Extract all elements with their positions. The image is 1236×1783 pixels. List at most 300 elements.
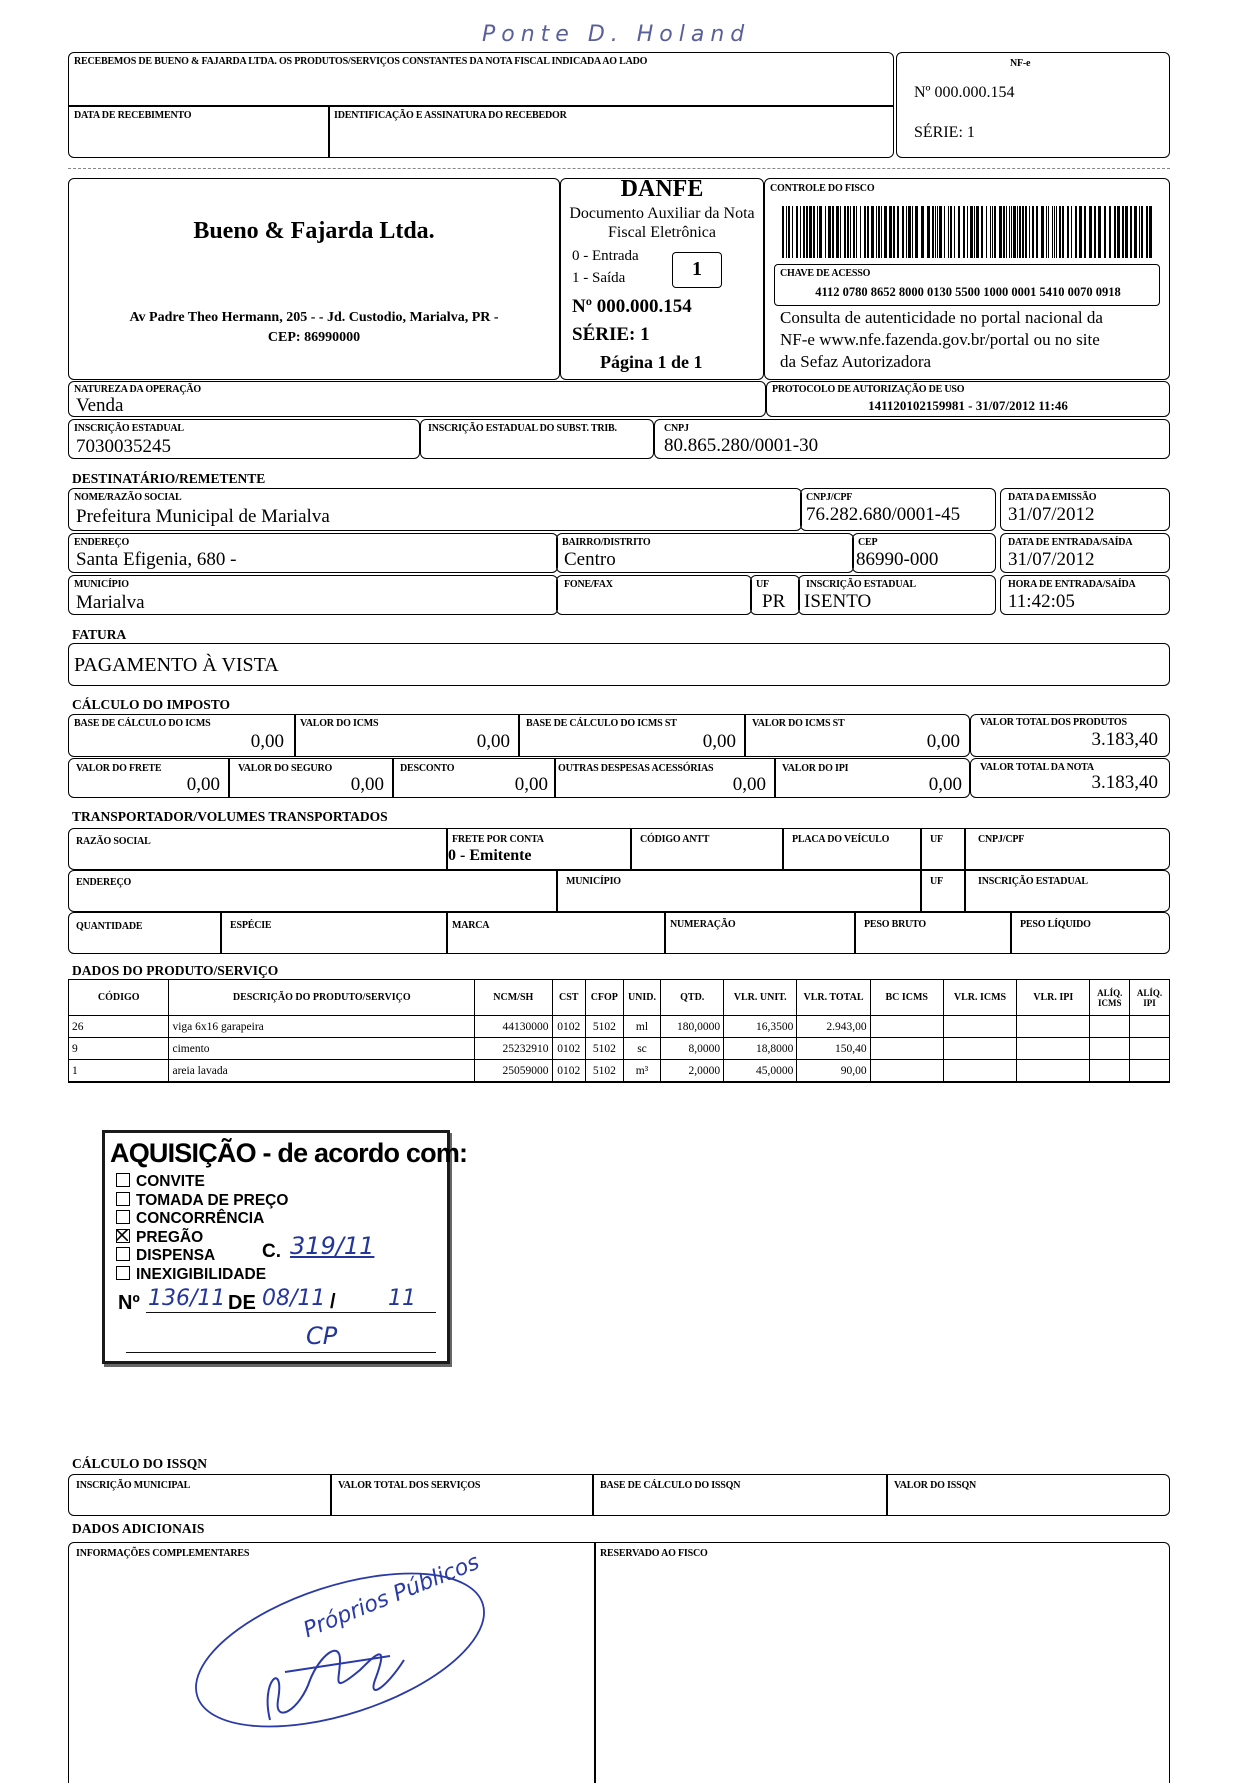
ie-value: 7030035245 [76, 436, 171, 457]
base-icms-st-value: 0,00 [702, 731, 736, 752]
products-header-cell: NCM/SH [475, 980, 552, 1016]
products-cell [1090, 1060, 1130, 1082]
barcode-bar [825, 206, 826, 258]
barcode-bar [948, 206, 949, 258]
barcode-bar [860, 206, 861, 258]
barcode-bar [967, 206, 968, 258]
danfe-subtitle-1: Documento Auxiliar da Nota [569, 205, 755, 222]
barcode-bar [867, 206, 869, 258]
cep-label: CEP [858, 537, 878, 548]
protocol-value: 141120102159981 - 31/07/2012 11:46 [868, 398, 1068, 413]
barcode-bar [1022, 206, 1024, 258]
recipient-ie-value: ISENTO [804, 591, 872, 612]
barcode-bar [1006, 206, 1007, 258]
barcode-bar [889, 206, 892, 258]
barcode-bar [819, 206, 822, 258]
barcode-bar [817, 206, 818, 258]
transport-row-3 [68, 912, 1170, 954]
barcode-bar [999, 206, 1002, 258]
discount-value: 0,00 [514, 774, 548, 795]
products-cell: 18,8000 [724, 1038, 797, 1060]
recipient-name: Prefeitura Municipal de Marialva [76, 506, 330, 527]
barcode-bar [828, 206, 831, 258]
fisco-control-label: CONTROLE DO FISCO [770, 183, 875, 194]
products-cell: m³ [623, 1060, 661, 1082]
barcode-bar [800, 206, 801, 258]
barcode-bar [986, 206, 987, 258]
stamp-option: TOMADA DE PREÇO [116, 1192, 288, 1211]
products-header-cell: CST [552, 980, 585, 1016]
danfe-series: SÉRIE: 1 [572, 324, 650, 345]
receipt-statement: RECEBEMOS DE BUENO & FAJARDA LTDA. OS PRODUTOS/SERVIÇOS CONSTANTES DA NOTA FISCAL INDICADA AO LADO [74, 56, 648, 67]
checkbox-icon [116, 1173, 130, 1187]
products-cell: 1 [69, 1060, 169, 1082]
products-cell: ml [623, 1016, 661, 1038]
freight-by-value: 0 - Emitente [448, 847, 532, 864]
numbering-label: NUMERAÇÃO [670, 919, 736, 930]
barcode-bar [994, 206, 996, 258]
issuer-name: Bueno & Fajarda Ltda. [193, 218, 435, 244]
barcode-bar [937, 206, 938, 258]
barcode-bar [950, 206, 952, 258]
cep-value: 86990-000 [856, 549, 939, 570]
plate-label: PLACA DO VEÍCULO [792, 834, 890, 845]
table-filler-row [69, 1082, 1170, 1083]
stamp-slash: / [330, 1291, 336, 1313]
issuer-cep: CEP: 86990000 [267, 330, 361, 345]
barcode-bar [927, 206, 930, 258]
barcode-bar [786, 206, 787, 258]
icms-label: VALOR DO ICMS [300, 718, 379, 729]
recipient-address-label: ENDEREÇO [74, 537, 130, 548]
products-cell [1017, 1060, 1090, 1082]
barcode-bar [921, 206, 924, 258]
barcode-bar [1025, 206, 1027, 258]
barcode-bar [908, 206, 911, 258]
barcode-bar [850, 206, 851, 258]
stamp-year-value: 11 [388, 1286, 416, 1311]
barcode-bar [893, 206, 895, 258]
phone-label: FONE/FAX [564, 579, 613, 590]
products-cell [1017, 1038, 1090, 1060]
barcode-bar [1032, 206, 1034, 258]
other-value: 0,00 [732, 774, 766, 795]
barcode-bar [944, 206, 945, 258]
barcode-bar [813, 206, 815, 258]
products-cell [1130, 1016, 1170, 1038]
icms-st-value: 0,00 [926, 731, 960, 752]
checkbox-icon [116, 1210, 130, 1224]
checkbox-icon [116, 1229, 130, 1243]
products-cell: 5102 [585, 1038, 623, 1060]
barcode-bar [963, 206, 965, 258]
products-header-cell: VLR. ICMS [943, 980, 1016, 1016]
additional-section: DADOS ADICIONAIS [72, 1521, 205, 1536]
net-weight-label: PESO LÍQUIDO [1020, 919, 1091, 930]
barcode-bar [876, 206, 877, 258]
barcode-bar [1125, 206, 1128, 258]
carrier-uf-label: UF [930, 834, 943, 845]
consult-line-2: NF-e www.nfe.fazenda.gov.br/portal ou no site [780, 330, 1100, 349]
issuer-address: Av Padre Theo Hermann, 205 - - Jd. Custodio, Marialva, PR - [129, 310, 499, 325]
products-cell [1090, 1016, 1130, 1038]
receipt-date-label: DATA DE RECEBIMENTO [74, 110, 192, 121]
antt-label: CÓDIGO ANTT [640, 834, 710, 845]
barcode-bar [1013, 206, 1016, 258]
barcode-bar [1094, 206, 1096, 258]
products-header-cell: QTD. [661, 980, 724, 1016]
uf-value: PR [762, 591, 786, 612]
barcode-bar [1052, 206, 1053, 258]
qty-label: QUANTIDADE [76, 921, 143, 932]
barcode-bar [1139, 206, 1140, 258]
checkbox-icon [116, 1247, 130, 1261]
consult-line-3: da Sefaz Autorizadora [780, 352, 932, 371]
barcode-bar [912, 206, 913, 258]
insurance-label: VALOR DO SEGURO [238, 763, 333, 774]
barcode-bar [1048, 206, 1049, 258]
total-products-label: VALOR TOTAL DOS PRODUTOS [980, 717, 1127, 728]
barcode-bar [832, 206, 834, 258]
products-cell [1017, 1016, 1090, 1038]
products-cell: 5102 [585, 1060, 623, 1082]
receipt-series: SÉRIE: 1 [914, 124, 975, 141]
barcode-bar [1029, 206, 1030, 258]
io-date-value: 31/07/2012 [1008, 549, 1095, 570]
barcode-bar [902, 206, 904, 258]
barcode-bar [1122, 206, 1124, 258]
district-value: Centro [564, 549, 616, 570]
tax-section: CÁLCULO DO IMPOSTO [72, 697, 231, 712]
products-cell [870, 1038, 943, 1060]
total-products-value: 3.183,40 [1091, 729, 1158, 750]
barcode-bar [847, 206, 849, 258]
barcode [782, 206, 1152, 258]
barcode-bar [788, 206, 790, 258]
stamp-no-line [146, 1312, 436, 1313]
products-cell: 44130000 [475, 1016, 552, 1038]
barcode-bar [1130, 206, 1132, 258]
barcode-bar [836, 206, 839, 258]
products-cell: 25059000 [475, 1060, 552, 1082]
products-header-cell: UNID. [623, 980, 661, 1016]
additional-handwriting: Próprios Públicos [300, 1549, 483, 1644]
stamp-option: DISPENSA [116, 1247, 288, 1266]
issuer-box [68, 178, 560, 380]
barcode-bar [1009, 206, 1010, 258]
barcode-bar [840, 206, 841, 258]
ipi-value: 0,00 [928, 774, 962, 795]
emission-value: 31/07/2012 [1008, 504, 1095, 525]
barcode-bar [1117, 206, 1120, 258]
products-cell: 45,0000 [724, 1060, 797, 1082]
ie-st-label: INSCRIÇÃO ESTADUAL DO SUBST. TRIB. [428, 423, 617, 434]
ie-label: INSCRIÇÃO ESTADUAL [74, 423, 184, 434]
services-label: VALOR TOTAL DOS SERVIÇOS [338, 1480, 481, 1491]
freight-value: 0,00 [186, 774, 220, 795]
products-header-cell: CÓDIGO [69, 980, 169, 1016]
stamp-sign-line [126, 1352, 436, 1353]
danfe-page: Página 1 de 1 [600, 352, 703, 372]
issqn-value-label: VALOR DO ISSQN [894, 1480, 977, 1491]
products-table [68, 979, 1170, 1083]
stamp-option: CONCORRÊNCIA [116, 1210, 288, 1229]
barcode-bar [844, 206, 846, 258]
nature-label: NATUREZA DA OPERAÇÃO [74, 384, 201, 395]
carrier-cnpj-label: CNPJ/CPF [978, 834, 1025, 845]
gross-weight-label: PESO BRUTO [864, 919, 926, 930]
barcode-bar [1062, 206, 1064, 258]
other-label: OUTRAS DESPESAS ACESSÓRIAS [558, 763, 714, 774]
im-label: INSCRIÇÃO MUNICIPAL [76, 1480, 191, 1491]
products-cell [943, 1038, 1016, 1060]
barcode-bar [974, 206, 975, 258]
products-cell: 16,3500 [724, 1016, 797, 1038]
barcode-bar [990, 206, 991, 258]
signature-stroke-2 [285, 1656, 390, 1672]
products-cell [870, 1016, 943, 1038]
barcode-bar [1003, 206, 1005, 258]
barcode-bar [878, 206, 880, 258]
barcode-bar [782, 206, 784, 258]
total-label: VALOR TOTAL DA NOTA [980, 762, 1094, 773]
carrier-ie-label: INSCRIÇÃO ESTADUAL [978, 876, 1088, 887]
signature-stroke [268, 1651, 404, 1720]
checkbox-icon [116, 1266, 130, 1280]
invoice-section: FATURA [72, 627, 127, 642]
table-row [69, 1038, 1170, 1060]
barcode-bar [1067, 206, 1069, 258]
barcode-bar [881, 206, 882, 258]
danfe-subtitle-2: Fiscal Eletrônica [608, 224, 716, 241]
barcode-bar [906, 206, 907, 258]
carrier-city-label: MUNICÍPIO [566, 876, 621, 887]
recipient-cnpj-label: CNPJ/CPF [806, 492, 853, 503]
icms-value: 0,00 [476, 731, 510, 752]
io-date-label: DATA DE ENTRADA/SAÍDA [1008, 537, 1133, 548]
products-header-cell: ALÍQ. IPI [1130, 980, 1170, 1016]
products-cell: 0102 [552, 1038, 585, 1060]
cnpj-label: CNPJ [664, 423, 689, 434]
barcode-bar [1019, 206, 1021, 258]
freight-by-label: FRETE POR CONTA [452, 834, 544, 845]
recipient-cnpj: 76.282.680/0001-45 [806, 504, 961, 525]
cnpj-value: 80.865.280/0001-30 [664, 435, 819, 456]
products-section: DADOS DO PRODUTO/SERVIÇO [72, 963, 279, 978]
barcode-bar [1075, 206, 1077, 258]
products-cell [943, 1060, 1016, 1082]
barcode-bar [935, 206, 936, 258]
stamp-c-label: C. [262, 1241, 281, 1262]
barcode-bar [981, 206, 983, 258]
barcode-bar [1079, 206, 1082, 258]
barcode-bar [992, 206, 993, 258]
products-cell: 2.943,00 [797, 1016, 870, 1038]
danfe-saida: 1 - Saída [572, 270, 626, 286]
barcode-bar [915, 206, 918, 258]
recipient-ie-label: INSCRIÇÃO ESTADUAL [806, 579, 916, 590]
barcode-bar [1011, 206, 1012, 258]
products-cell: 150,40 [797, 1038, 870, 1060]
products-cell [870, 1060, 943, 1082]
receipt-number: Nº 000.000.154 [914, 84, 1015, 101]
barcode-bar [939, 206, 942, 258]
freight-label: VALOR DO FRETE [76, 763, 162, 774]
barcode-bar [954, 206, 955, 258]
issqn-base-label: BASE DE CÁLCULO DO ISSQN [600, 1480, 741, 1491]
discount-label: DESCONTO [400, 763, 455, 774]
barcode-bar [1089, 206, 1092, 258]
danfe-number: Nº 000.000.154 [572, 296, 692, 317]
barcode-bar [1054, 206, 1055, 258]
products-header-cell: ALÍQ. ICMS [1090, 980, 1130, 1016]
issqn-section: CÁLCULO DO ISSQN [72, 1456, 208, 1471]
district-label: BAIRRO/DISTRITO [562, 537, 651, 548]
insurance-value: 0,00 [350, 774, 384, 795]
carrier-name-label: RAZÃO SOCIAL [76, 836, 151, 847]
barcode-bar [932, 206, 934, 258]
barcode-bar [853, 206, 855, 258]
stamp-option: CONVITE [116, 1173, 288, 1192]
stamp-initials: CP [306, 1322, 338, 1350]
barcode-bar [1084, 206, 1086, 258]
products-cell [1130, 1038, 1170, 1060]
barcode-bar [897, 206, 899, 258]
products-cell: 26 [69, 1016, 169, 1038]
invoice-value: PAGAMENTO À VISTA [74, 654, 279, 676]
protocol-label: PROTOCOLO DE AUTORIZAÇÃO DE USO [772, 384, 965, 395]
products-cell: 8,0000 [661, 1038, 724, 1060]
danfe-type-box: 1 [672, 252, 722, 288]
barcode-bar [1017, 206, 1018, 258]
products-cell: 9 [69, 1038, 169, 1060]
barcode-bar [803, 206, 805, 258]
barcode-bar [1036, 206, 1038, 258]
handwritten-note: Ponte D. Holand [482, 22, 751, 47]
uf-label: UF [756, 579, 769, 590]
receipt-nfe-label: NF-e [1010, 58, 1031, 69]
barcode-bar [796, 206, 798, 258]
products-header-cell: BC ICMS [870, 980, 943, 1016]
barcode-bar [1041, 206, 1044, 258]
recipient-address: Santa Efigenia, 680 - [76, 549, 237, 570]
barcode-bar [1146, 206, 1148, 258]
io-time-value: 11:42:05 [1008, 591, 1075, 612]
products-header-cell: CFOP [585, 980, 623, 1016]
receipt-signature-label: IDENTIFICAÇÃO E ASSINATURA DO RECEBEDOR [334, 110, 567, 121]
icms-st-label: VALOR DO ICMS ST [752, 718, 845, 729]
barcode-bar [856, 206, 857, 258]
stamp-no-label: Nº [118, 1292, 140, 1314]
products-cell: cimento [169, 1038, 475, 1060]
table-row [69, 1016, 1170, 1038]
products-cell [1130, 1060, 1170, 1082]
carrier-address-label: ENDEREÇO [76, 877, 132, 888]
base-icms-st-label: BASE DE CÁLCULO DO ICMS ST [526, 718, 677, 729]
barcode-bar [1059, 206, 1061, 258]
barcode-bar [1056, 206, 1057, 258]
products-cell: 25232910 [475, 1038, 552, 1060]
stamp-de-label: DE [228, 1292, 256, 1314]
barcode-bar [1071, 206, 1072, 258]
products-header-cell: VLR. IPI [1017, 980, 1090, 1016]
io-time-label: HORA DE ENTRADA/SAÍDA [1008, 579, 1136, 590]
barcode-bar [1098, 206, 1101, 258]
barcode-bar [1141, 206, 1143, 258]
products-header-cell: VLR. TOTAL [797, 980, 870, 1016]
recipient-name-label: NOME/RAZÃO SOCIAL [74, 492, 182, 503]
barcode-bar [1149, 206, 1152, 258]
products-cell: viga 6x16 garapeira [169, 1016, 475, 1038]
products-header-cell: VLR. UNIT. [724, 980, 797, 1016]
barcode-bar [1109, 206, 1111, 258]
info-label: INFORMAÇÕES COMPLEMENTARES [76, 1548, 250, 1559]
ipi-label: VALOR DO IPI [782, 763, 849, 774]
barcode-bar [970, 206, 973, 258]
stamp-no-value: 136/11 [148, 1286, 226, 1311]
table-row [69, 1060, 1170, 1082]
barcode-bar [864, 206, 866, 258]
products-cell [1090, 1038, 1130, 1060]
emission-label: DATA DA EMISSÃO [1008, 492, 1097, 503]
transport-section: TRANSPORTADOR/VOLUMES TRANSPORTADOS [72, 809, 388, 824]
consult-line-1: Consulta de autenticidade no portal nacional da [780, 308, 1103, 327]
receipt-nfe-box [896, 52, 1170, 158]
total-value: 3.183,40 [1091, 772, 1158, 793]
barcode-bar [1134, 206, 1137, 258]
access-key: 4112 0780 8652 8000 0130 5500 1000 0001 5410 0070 0918 [815, 285, 1121, 299]
base-icms-label: BASE DE CÁLCULO DO ICMS [74, 718, 211, 729]
stamp-c-value: 319/11 [290, 1232, 375, 1260]
danfe-entrada: 0 - Entrada [572, 248, 639, 264]
stamp-option: PREGÃO [116, 1229, 288, 1248]
products-cell: 5102 [585, 1016, 623, 1038]
barcode-bar [871, 206, 874, 258]
reserved-label: RESERVADO AO FISCO [600, 1548, 708, 1559]
signature [190, 1560, 520, 1735]
nature-value: Venda [76, 395, 124, 416]
stamp-title: AQUISIÇÃO - de acordo com: [110, 1138, 468, 1168]
city-label: MUNICÍPIO [74, 579, 129, 590]
barcode-bar [1104, 206, 1106, 258]
base-icms-value: 0,00 [250, 731, 284, 752]
access-key-label: CHAVE DE ACESSO [780, 268, 871, 279]
barcode-bar [1114, 206, 1116, 258]
carrier-uf2-label: UF [930, 876, 943, 887]
stamp-options [116, 1173, 288, 1284]
stamp-de-value: 08/11 [262, 1286, 326, 1311]
signature-loop [190, 1560, 502, 1735]
products-cell: areia lavada [169, 1060, 475, 1082]
danfe-title: DANFE [620, 176, 704, 202]
products-cell: sc [623, 1038, 661, 1060]
barcode-bar [1046, 206, 1047, 258]
barcode-bar [806, 206, 808, 258]
barcode-bar [884, 206, 887, 258]
products-cell [943, 1016, 1016, 1038]
checkbox-icon [116, 1192, 130, 1206]
stamp-option: INEXIGIBILIDADE [116, 1266, 288, 1285]
products-cell: 0102 [552, 1060, 585, 1082]
products-cell: 180,0000 [661, 1016, 724, 1038]
species-label: ESPÉCIE [230, 920, 272, 931]
barcode-bar [809, 206, 812, 258]
products-cell: 90,00 [797, 1060, 870, 1082]
barcode-bar [976, 206, 979, 258]
barcode-bar [958, 206, 960, 258]
products-cell: 2,0000 [661, 1060, 724, 1082]
products-header-cell: DESCRIÇÃO DO PRODUTO/SERVIÇO [169, 980, 475, 1016]
